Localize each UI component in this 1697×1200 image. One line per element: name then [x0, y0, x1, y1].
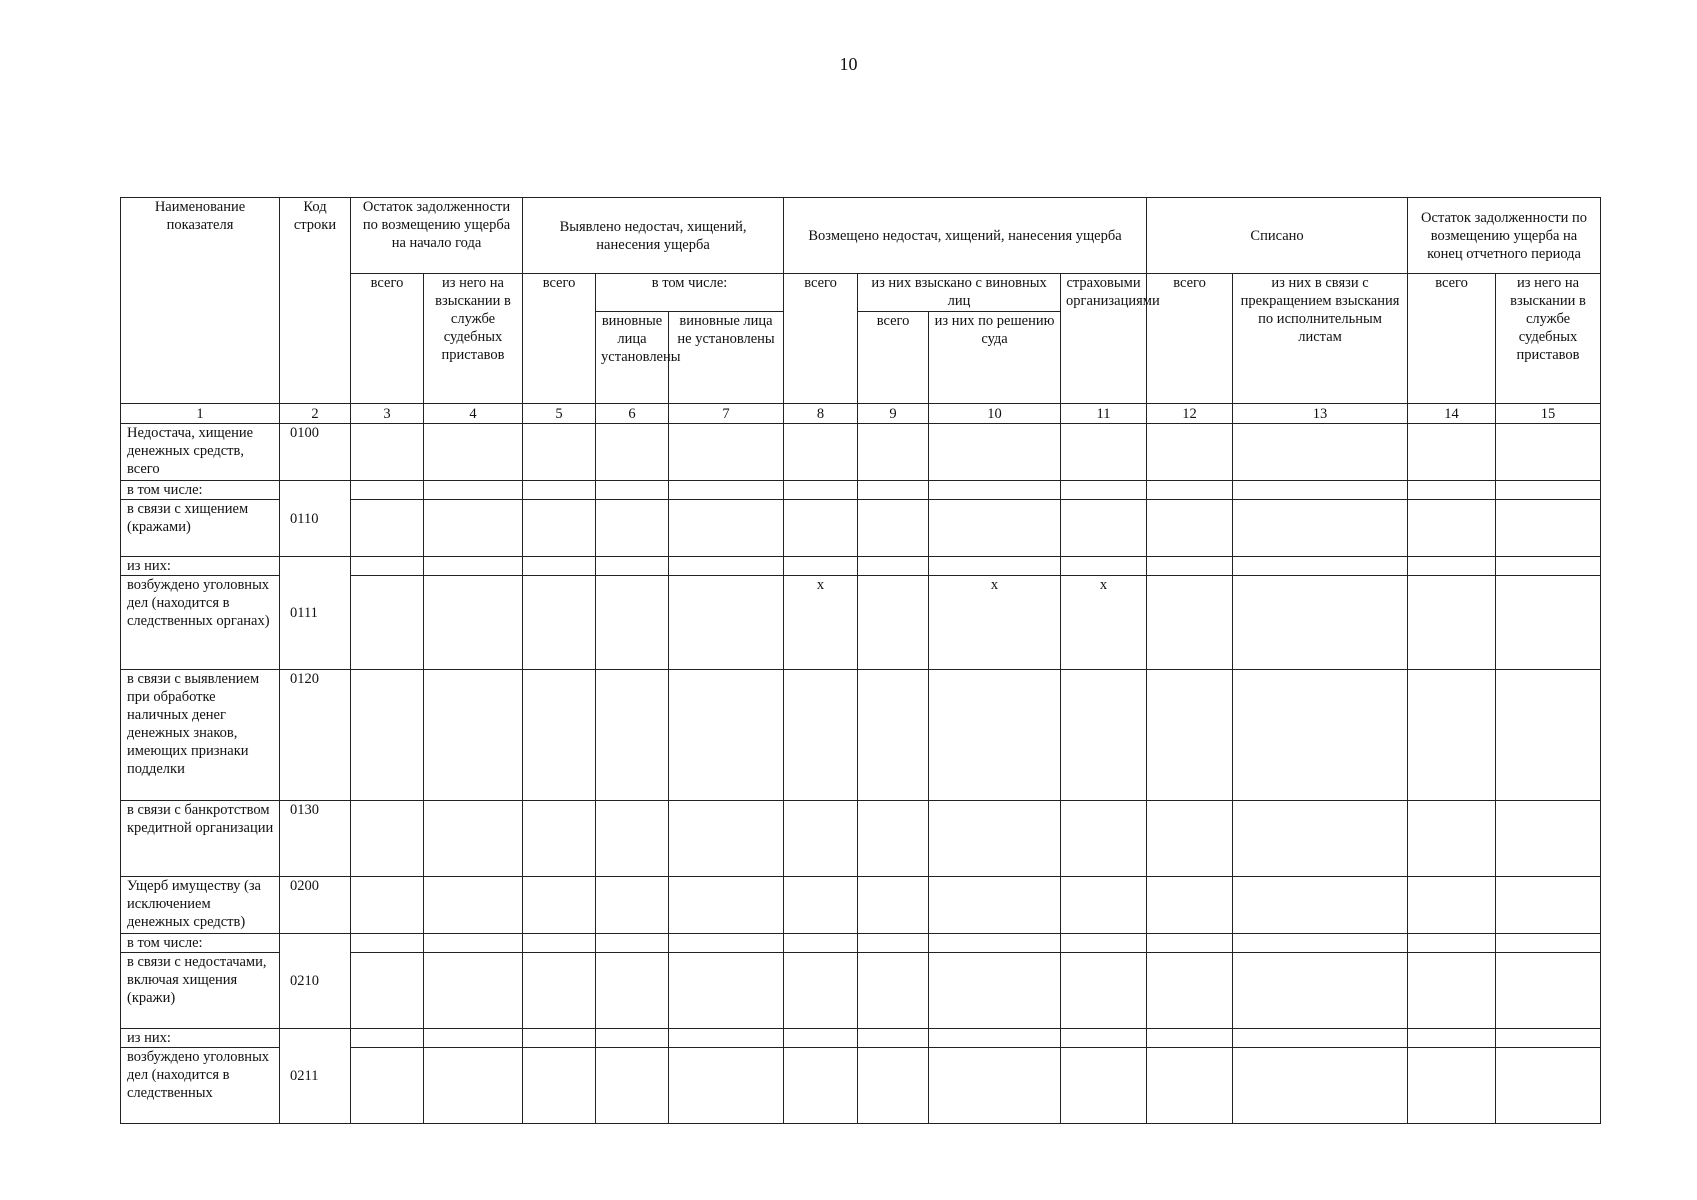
column-number: 2 — [280, 404, 351, 424]
column-number: 7 — [669, 404, 784, 424]
row-code: 0110 — [280, 481, 351, 557]
header-c5-vsego: всего — [523, 274, 596, 404]
header-c11-strakhovymi: страховыми организациями — [1061, 274, 1147, 404]
row-name: из них: — [121, 557, 280, 576]
header-c3-vsego: всего — [351, 274, 424, 404]
column-number: 3 — [351, 404, 424, 424]
page-number: 10 — [839, 54, 858, 74]
cross-mark: x — [784, 576, 858, 670]
table-row-0120 — [121, 670, 1601, 801]
header-c9-10-vzyskano: из них взыскано с виновных лиц — [858, 274, 1061, 312]
column-numbers-row — [121, 404, 1601, 424]
header-ostatok-end: Остаток задолженности по возмещению ущерба на конец отчетного периода — [1408, 198, 1601, 274]
column-number: 6 — [596, 404, 669, 424]
header-row-1 — [121, 198, 1601, 274]
row-code: 0100 — [280, 424, 351, 481]
header-spisano: Списано — [1147, 198, 1408, 274]
column-number: 14 — [1408, 404, 1496, 424]
row-name: из них: — [121, 1029, 280, 1048]
header-code: Код строки — [280, 198, 351, 404]
row-name: возбуждено уголовных дел (находится в следственных органах) — [121, 576, 280, 670]
header-vyyavleno: Выявлено недостач, хищений, нанесения ущерба — [523, 198, 784, 274]
row-name: в том числе: — [121, 481, 280, 500]
row-name: в том числе: — [121, 934, 280, 953]
table-row-0100 — [121, 424, 1601, 481]
row-name: Недостача, хищение денежных средств, всего — [121, 424, 280, 481]
header-c6-7-v-tom-chisle: в том числе: — [596, 274, 784, 312]
row-code: 0130 — [280, 801, 351, 877]
header-c7-ne-ustanovleny: виновные лица не установлены — [669, 312, 784, 404]
header-c6-ustanovleny: виновные лица установлены — [596, 312, 669, 404]
table-row-v-tom-chisle-1 — [121, 481, 1601, 500]
column-number: 9 — [858, 404, 929, 424]
row-code: 0200 — [280, 877, 351, 934]
header-name: Наименование показателя — [121, 198, 280, 404]
row-name: в связи с банкротством кредитной организации — [121, 801, 280, 877]
report-table — [120, 197, 1601, 1124]
header-c12-vsego: всего — [1147, 274, 1233, 404]
row-code: 0120 — [280, 670, 351, 801]
header-ostatok-start: Остаток задолженности по возмещению ущерба на начало года — [351, 198, 523, 274]
row-name: в связи с хищением (кражами) — [121, 500, 280, 557]
table-row-v-tom-chisle-2 — [121, 934, 1601, 953]
table-row-0130 — [121, 801, 1601, 877]
row-name: в связи с недостачами, включая хищения (кражи) — [121, 953, 280, 1029]
column-number: 1 — [121, 404, 280, 424]
header-c8-vsego: всего — [784, 274, 858, 404]
column-number: 10 — [929, 404, 1061, 424]
header-c14-vsego: всего — [1408, 274, 1496, 404]
row-name: возбуждено уголовных дел (находится в следственных — [121, 1048, 280, 1124]
table-row-iz-nikh-1 — [121, 557, 1601, 576]
row-name: Ущерб имуществу (за исключением денежных средств) — [121, 877, 280, 934]
cross-mark: x — [929, 576, 1061, 670]
column-number: 5 — [523, 404, 596, 424]
column-number: 13 — [1233, 404, 1408, 424]
column-number: 8 — [784, 404, 858, 424]
header-c13-v-svyazi: из них в связи с прекращением взыскания по исполнительным листам — [1233, 274, 1408, 404]
row-code: 0210 — [280, 934, 351, 1029]
column-number: 4 — [424, 404, 523, 424]
table-row-iz-nikh-2 — [121, 1029, 1601, 1048]
column-number: 11 — [1061, 404, 1147, 424]
column-number: 15 — [1496, 404, 1601, 424]
column-number: 12 — [1147, 404, 1233, 424]
header-c10-po-resheniyu: из них по решению суда — [929, 312, 1061, 404]
header-c4-iz-nego: из него на взыскании в службе судебных приставов — [424, 274, 523, 404]
cross-mark: x — [1061, 576, 1147, 670]
table-row-0200 — [121, 877, 1601, 934]
header-c9-vsego: всего — [858, 312, 929, 404]
header-c15-iz-nego: из него на взыскании в службе судебных приставов — [1496, 274, 1601, 404]
row-code: 0111 — [280, 557, 351, 670]
header-vozmeshcheno: Возмещено недостач, хищений, нанесения ущерба — [784, 198, 1147, 274]
row-name: в связи с выявлением при обработке наличных денег денежных знаков, имеющих признаки подделки — [121, 670, 280, 801]
row-code: 0211 — [280, 1029, 351, 1124]
